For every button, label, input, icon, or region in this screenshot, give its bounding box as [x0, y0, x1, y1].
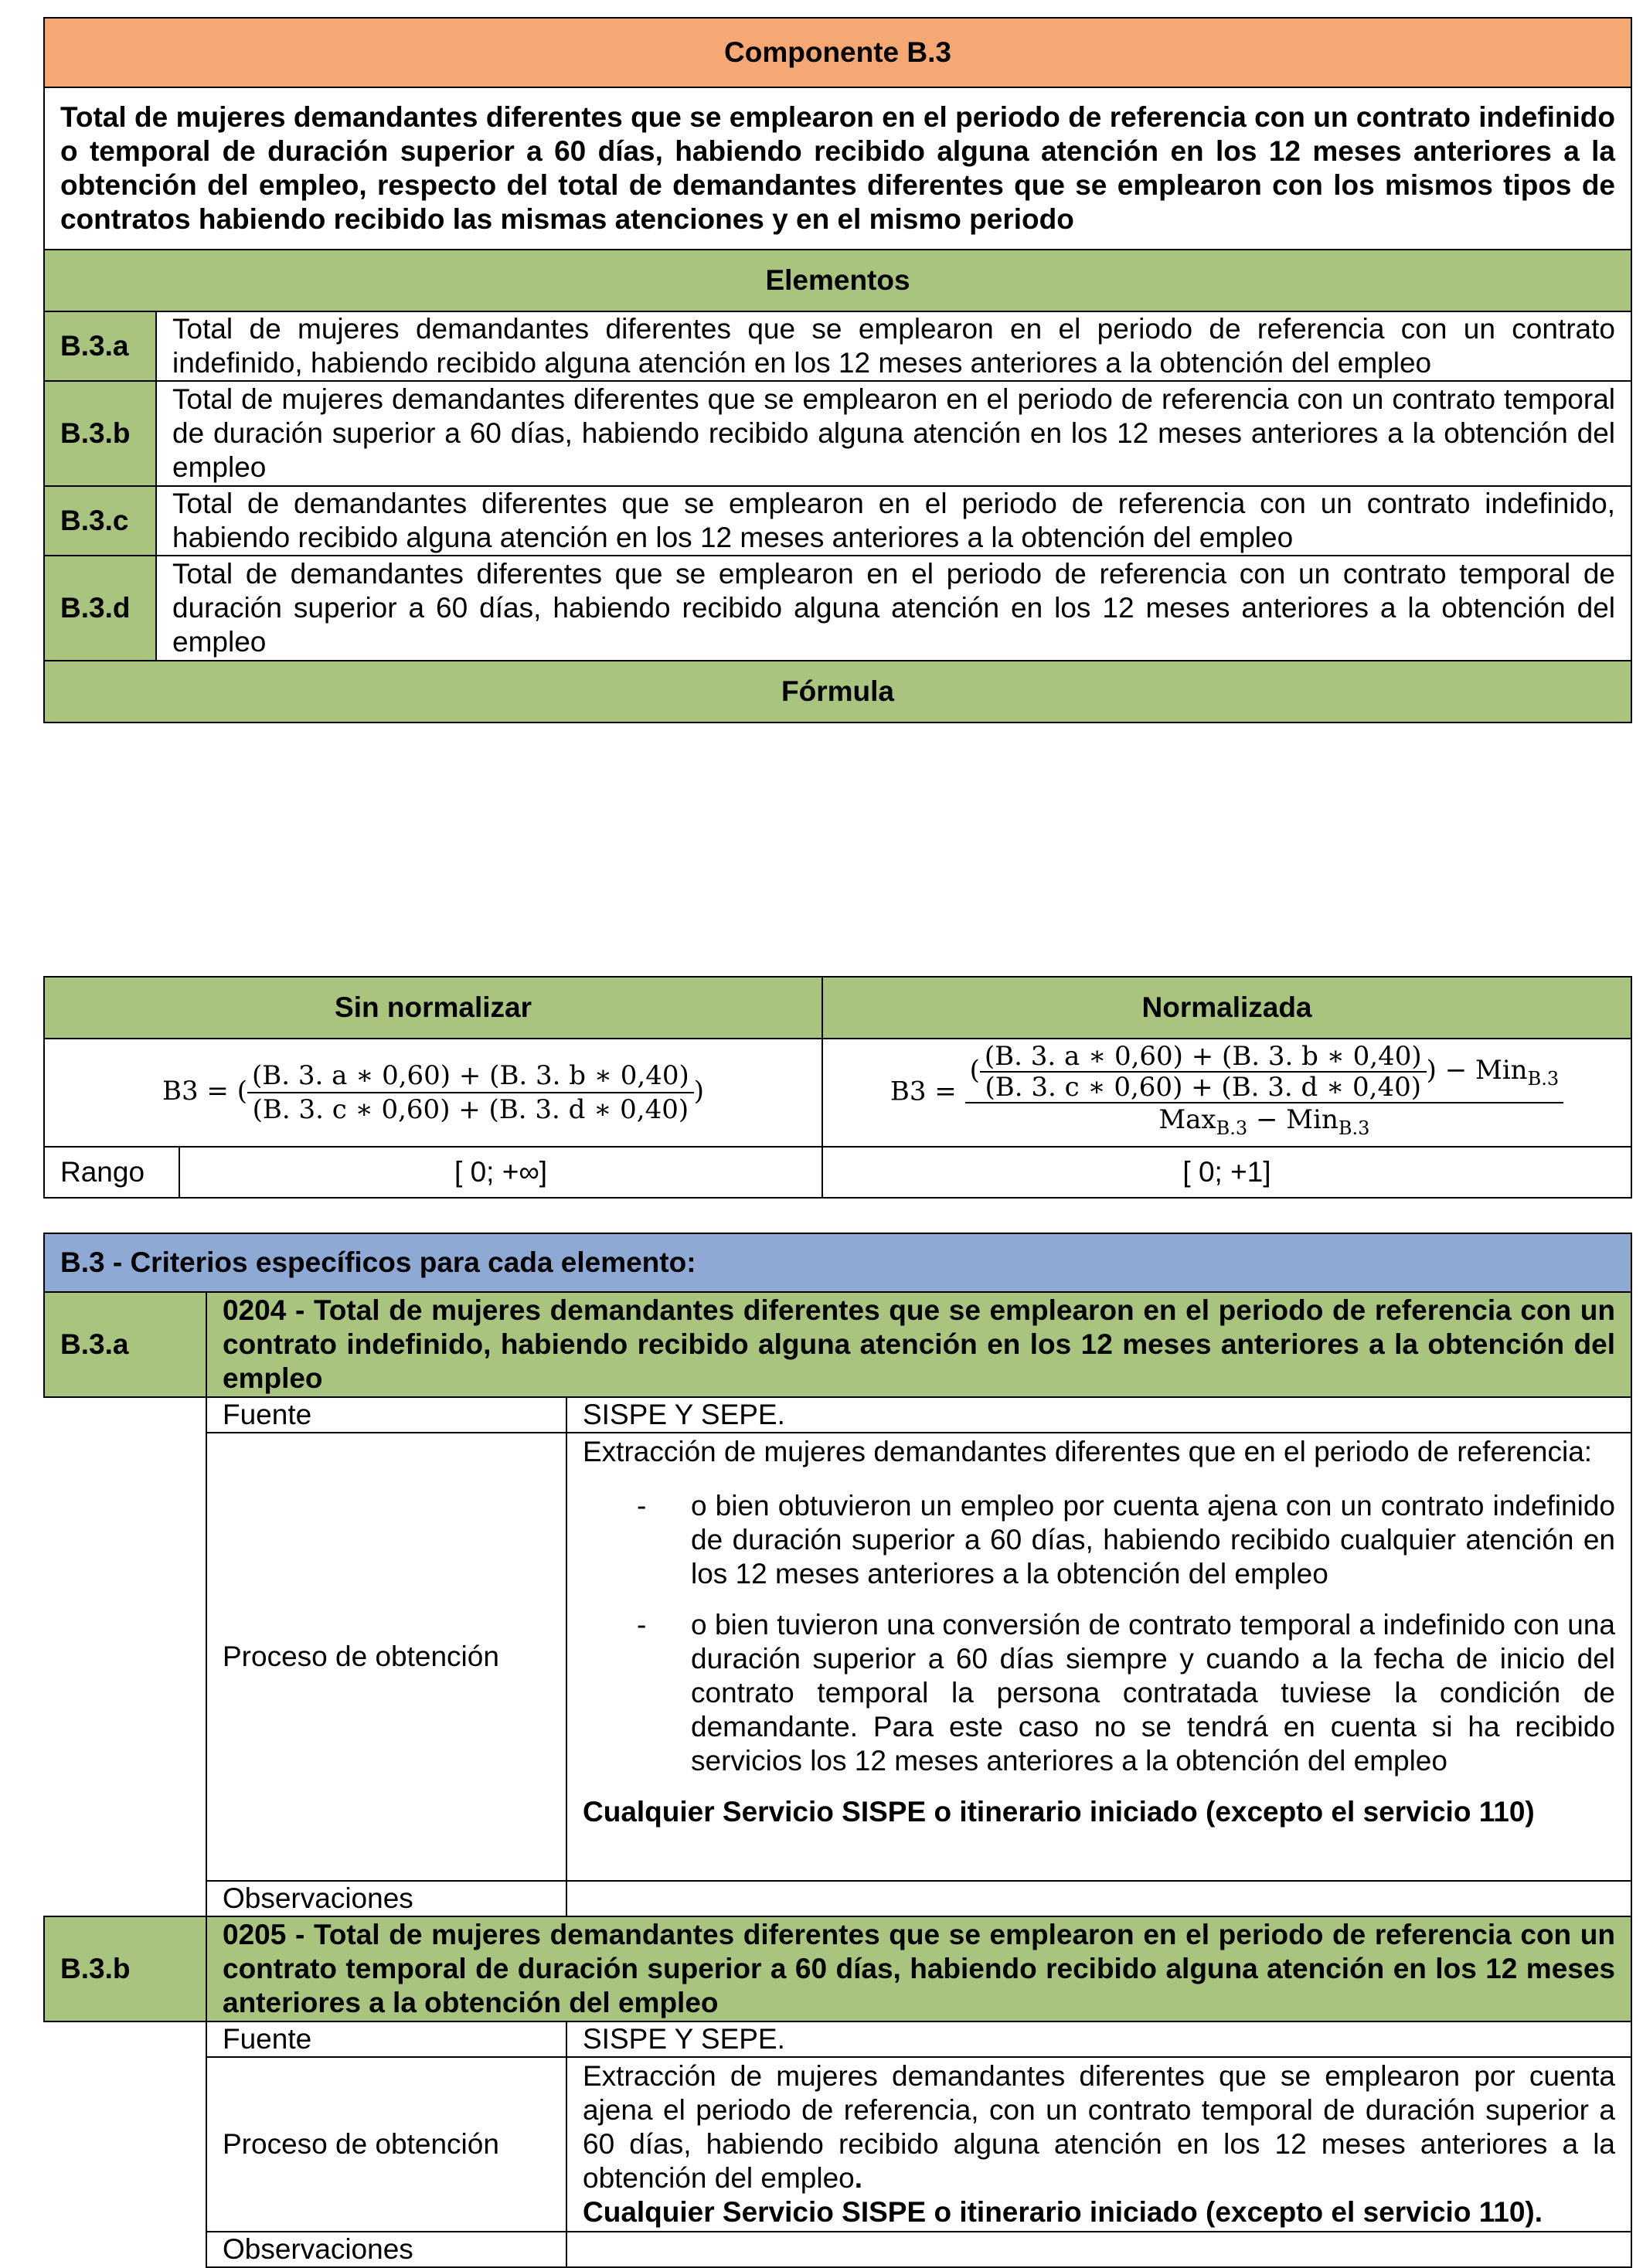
- formula-close-paren: ): [1426, 1054, 1437, 1086]
- formula-min2-sub: B.3: [1338, 1117, 1370, 1139]
- rango-normalizada: [ 0; +1]: [822, 1147, 1631, 1198]
- criterio-title: 0204 - Total de mujeres demandantes diferentes que se emplearon en el periodo de referencia con un contrato indefinido, habiendo recibido alguna atención en los 12 meses anteriores a la obtención del empleo: [206, 1292, 1631, 1397]
- criterio-code: B.3.b: [44, 1916, 206, 2021]
- fuente-value: SISPE Y SEPE.: [566, 2021, 1631, 2057]
- formula-inner-fraction: [980, 1042, 1427, 1102]
- element-code: B.3.b: [44, 381, 156, 486]
- formula-outer-numerator: [965, 1042, 1564, 1103]
- list-item: - o bien obtuvieron un empleo por cuenta ajena con un contrato indefinido de duración superior a 60 días, habiendo recibido cualquier atención en los 12 meses anteriores a la obtención del empleo: [637, 1490, 1616, 1590]
- formula-outer-fraction: [965, 1042, 1564, 1144]
- observaciones-value: [566, 1881, 1631, 1916]
- proceso-bold: Cualquier Servicio SISPE o itinerario iniciado (excepto el servicio 110).: [583, 2196, 1543, 2228]
- criterio-code: B.3.a: [44, 1292, 206, 1397]
- fuente-label: Fuente: [206, 1397, 566, 1433]
- element-text: Total de demandantes diferentes que se emplearon en el periodo de referencia con un contrato indefinido, habiendo recibido alguna atención en los 12 meses anteriores a la obtención del empleo: [156, 486, 1631, 556]
- formula-max-sub: B.3: [1216, 1117, 1248, 1139]
- observaciones-label: Observaciones: [206, 2232, 566, 2267]
- normalizada-header: Normalizada: [822, 977, 1631, 1039]
- proceso-label: Proceso de obtención: [206, 1433, 566, 1881]
- formula-lhs: B3 =: [162, 1076, 229, 1107]
- proceso-intro: Extracción de mujeres demandantes diferentes que en el periodo de referencia:: [583, 1436, 1593, 1467]
- formula-lhs: B3 =: [890, 1076, 957, 1107]
- componente-description: Total de mujeres demandantes diferentes que se emplearon en el periodo de referencia con un contrato indefinido o temporal de duración superior a 60 días, habiendo recibido alguna atención en los 12 meses anteriores a la obtención del empleo, respecto del total de demandantes diferentes que se emplearon con los mismos tipos de contratos habiendo recibido las mismas atenciones y en el mismo periodo: [44, 87, 1631, 250]
- formula-fraction: [247, 1059, 694, 1126]
- formula-denominator: (B. 3. c ∗ 0,60) + (B. 3. d ∗ 0,40): [252, 1094, 689, 1125]
- formula-header: Fórmula: [44, 661, 1631, 723]
- formula-table: [43, 976, 1632, 1199]
- proceso-text: Extracción de mujeres demandantes diferentes que se emplearon por cuenta ajena el periodo de referencia, con un contrato temporal de duración superior a 60 días, habiendo recibido alguna atención en los 12 meses anteriores a la obtención del empleo: [583, 2060, 1616, 2194]
- formula-min-sub: B.3: [1527, 1067, 1560, 1090]
- observaciones-value: [566, 2232, 1631, 2267]
- componente-title: Componente B.3: [44, 18, 1631, 87]
- observaciones-label: Observaciones: [206, 1881, 566, 1916]
- rango-label: Rango: [44, 1147, 179, 1198]
- element-code: B.3.c: [44, 486, 156, 556]
- sin-normalizar-header: Sin normalizar: [44, 977, 822, 1039]
- element-text: Total de mujeres demandantes diferentes que se emplearon en el periodo de referencia con un contrato indefinido, habiendo recibido alguna atención en los 12 meses anteriores a la obtención del empleo: [156, 311, 1631, 381]
- formula-denominator: (B. 3. c ∗ 0,60) + (B. 3. d ∗ 0,40): [985, 1071, 1422, 1103]
- list-item: - o bien tuvieron una conversión de contrato temporal a indefinido con una duración superior a 60 días siempre y cuando a la fecha de inicio del contrato temporal la persona contratada tuviese la condición de demandante. Para este caso no se tendrá en cuenta si ha recibido servicios los 12 meses anteriores a la obtención del empleo: [637, 1609, 1616, 1777]
- element-text: Total de demandantes diferentes que se emplearon en el periodo de referencia con un contrato temporal de duración superior a 60 días, habiendo recibido alguna atención en los 12 meses anteriores a la obtención del empleo: [156, 556, 1631, 661]
- proceso-value: [566, 1433, 1631, 1881]
- fuente-label: Fuente: [206, 2021, 566, 2057]
- formula-max: Max: [1158, 1103, 1216, 1135]
- formula-numerator: (B. 3. a ∗ 0,60) + (B. 3. b ∗ 0,40): [247, 1059, 694, 1093]
- formula-close-paren: ): [693, 1076, 705, 1107]
- proceso-list: [583, 1489, 1615, 1778]
- criterios-header: B.3 - Criterios específicos para cada elemento:: [44, 1233, 1631, 1292]
- formula-min2: − Min: [1255, 1103, 1339, 1135]
- element-text: Total de mujeres demandantes diferentes que se emplearon en el periodo de referencia con un contrato temporal de duración superior a 60 días, habiendo recibido alguna atención en los 12 meses anteriores a la obtención del empleo: [156, 381, 1631, 486]
- proceso-label: Proceso de obtención: [206, 2057, 566, 2232]
- proceso-bold: Cualquier Servicio SISPE o itinerario iniciado (excepto el servicio 110): [583, 1796, 1535, 1828]
- formula-normalizada: [822, 1039, 1631, 1147]
- formula-min: − Min: [1444, 1054, 1528, 1086]
- componente-table: [43, 17, 1632, 723]
- formula-numerator: (B. 3. a ∗ 0,60) + (B. 3. b ∗ 0,40): [980, 1042, 1427, 1073]
- formula-sin-normalizar: [44, 1039, 822, 1147]
- rango-sin-normalizar: [ 0; +∞]: [179, 1147, 822, 1198]
- fuente-value: SISPE Y SEPE.: [566, 1397, 1631, 1433]
- formula-open-paren: (: [969, 1054, 980, 1086]
- criterios-table-a: [43, 1233, 1632, 2268]
- element-code: B.3.a: [44, 311, 156, 381]
- proceso-value: Extracción de mujeres demandantes diferentes que se emplearon por cuenta ajena el periodo de referencia, con un contrato temporal de duración superior a 60 días, habiendo recibido alguna atención en los 12 meses anteriores a la obtención del empleo. Cualquier Servicio SISPE o itinerario iniciado (excepto el servicio 110).: [566, 2057, 1631, 2232]
- elementos-header: Elementos: [44, 250, 1631, 311]
- element-code: B.3.d: [44, 556, 156, 661]
- formula-open-paren: (: [236, 1076, 247, 1107]
- formula-outer-denominator: [1154, 1103, 1374, 1144]
- criterio-title: 0205 - Total de mujeres demandantes diferentes que se emplearon en el periodo de referencia con un contrato temporal de duración superior a 60 días, habiendo recibido alguna atención en los 12 meses anteriores a la obtención del empleo: [206, 1916, 1631, 2021]
